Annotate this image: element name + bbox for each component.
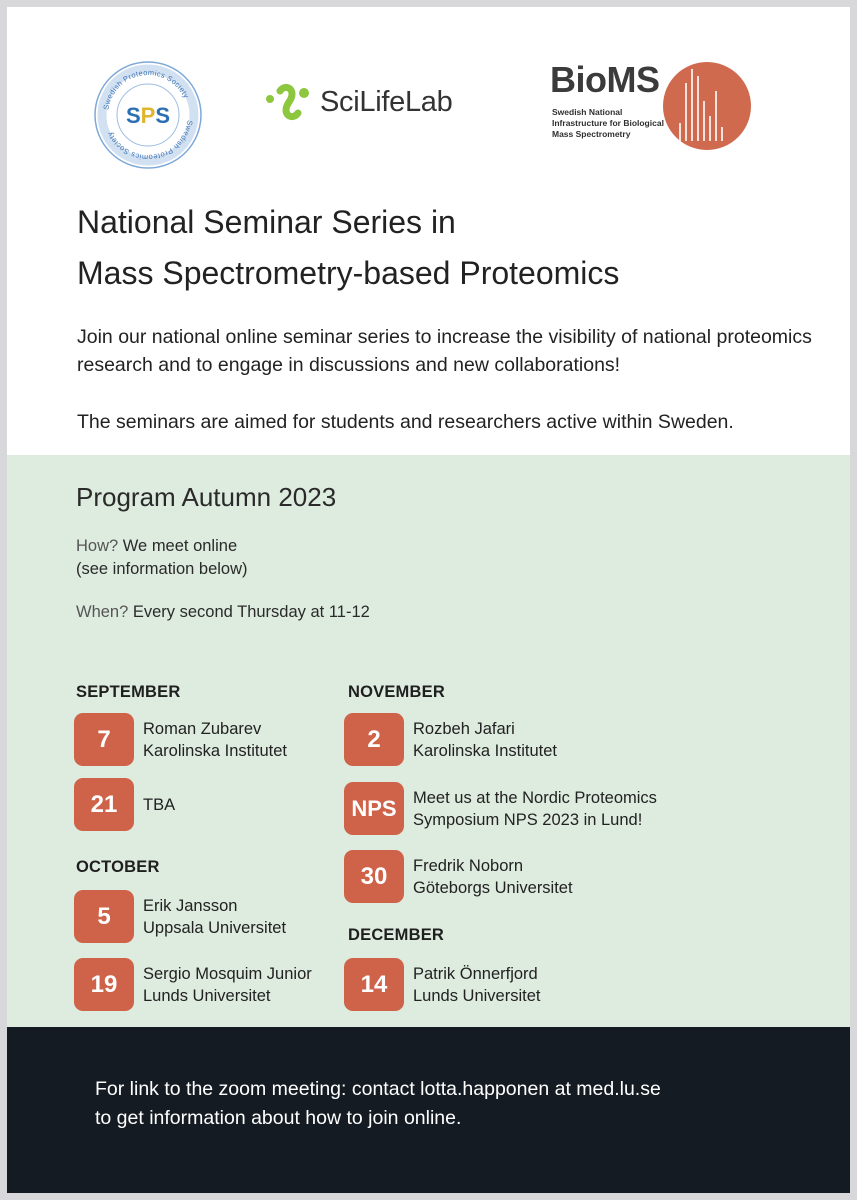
event-nov-2 <box>344 713 557 766</box>
speaker-affiliation: Karolinska Institutet <box>413 741 557 760</box>
nps-badge: NPS <box>344 782 404 835</box>
speaker-affiliation: Lunds Universitet <box>413 986 541 1005</box>
event-oct-5 <box>74 890 286 943</box>
bioms-name: BioMS <box>550 59 660 100</box>
sps-logo <box>93 60 203 170</box>
sps-abbr: SPS <box>125 103 171 128</box>
event-nov-30 <box>344 850 573 903</box>
program-section <box>7 455 850 1027</box>
event-oct-19 <box>74 958 312 1011</box>
intro-text: Join our national online seminar series to increase the visibility of national proteomics research and to engage in discussions and new collaborations! <box>77 326 812 376</box>
scilifelab-mark-icon <box>262 77 318 127</box>
event-sep-7 <box>74 713 287 766</box>
date-badge: 30 <box>344 850 404 903</box>
event-dec-14 <box>344 958 540 1011</box>
speaker-name: TBA <box>143 795 176 814</box>
when-info: When? Every second Thursday at 11-12 <box>76 603 370 621</box>
zoom-info: For link to the zoom meeting: contact lotta.happonen at med.lu.se to get information about how to join online. <box>95 1078 661 1129</box>
speaker-name: Fredrik Noborn <box>413 856 524 875</box>
poster <box>7 7 850 1193</box>
date-badge: 5 <box>74 890 134 943</box>
date-badge: 14 <box>344 958 404 1011</box>
speaker-name: Rozbeh Jafari <box>413 719 515 738</box>
speaker-name: Roman Zubarev <box>143 719 262 738</box>
event-nps <box>344 782 657 835</box>
sps-ring-text: Swedish Proteomics Society <box>101 67 191 111</box>
month-december: DECEMBER <box>348 926 445 944</box>
audience-text: The seminars are aimed for students and researchers active within Sweden. <box>77 411 734 433</box>
bioms-subtitle: Swedish National Infrastructure for Biological Mass Spectrometry <box>552 107 664 139</box>
date-badge: 21 <box>74 778 134 831</box>
sps-ring-text-2: Swedish Proteomics Society <box>105 119 195 163</box>
event-description-2: Symposium NPS 2023 in Lund! <box>413 810 643 829</box>
speaker-affiliation: Göteborgs Universitet <box>413 878 573 897</box>
program-title: Program Autumn 2023 <box>76 482 337 512</box>
speaker-name: Sergio Mosquim Junior <box>143 964 312 983</box>
page-title: National Seminar Series in Mass Spectrometry-based Proteomics <box>77 204 620 291</box>
scilifelab-name: SciLifeLab <box>320 85 453 118</box>
month-september: SEPTEMBER <box>76 683 181 701</box>
footer <box>7 1027 850 1193</box>
date-badge: 7 <box>74 713 134 766</box>
speaker-affiliation: Uppsala Universitet <box>143 918 287 937</box>
how-info: How? We meet online (see information below) <box>76 537 248 578</box>
event-sep-21 <box>74 778 175 831</box>
date-badge: 19 <box>74 958 134 1011</box>
date-badge: 2 <box>344 713 404 766</box>
speaker-name: Patrik Önnerfjord <box>413 964 538 983</box>
speaker-name: Erik Jansson <box>143 896 238 915</box>
month-november: NOVEMBER <box>348 683 445 701</box>
speaker-affiliation: Lunds Universitet <box>143 986 271 1005</box>
event-description: Meet us at the Nordic Proteomics <box>413 788 657 807</box>
month-october: OCTOBER <box>76 858 160 876</box>
speaker-affiliation: Karolinska Institutet <box>143 741 287 760</box>
bioms-logo <box>550 59 772 154</box>
scilifelab-logo <box>262 77 492 127</box>
